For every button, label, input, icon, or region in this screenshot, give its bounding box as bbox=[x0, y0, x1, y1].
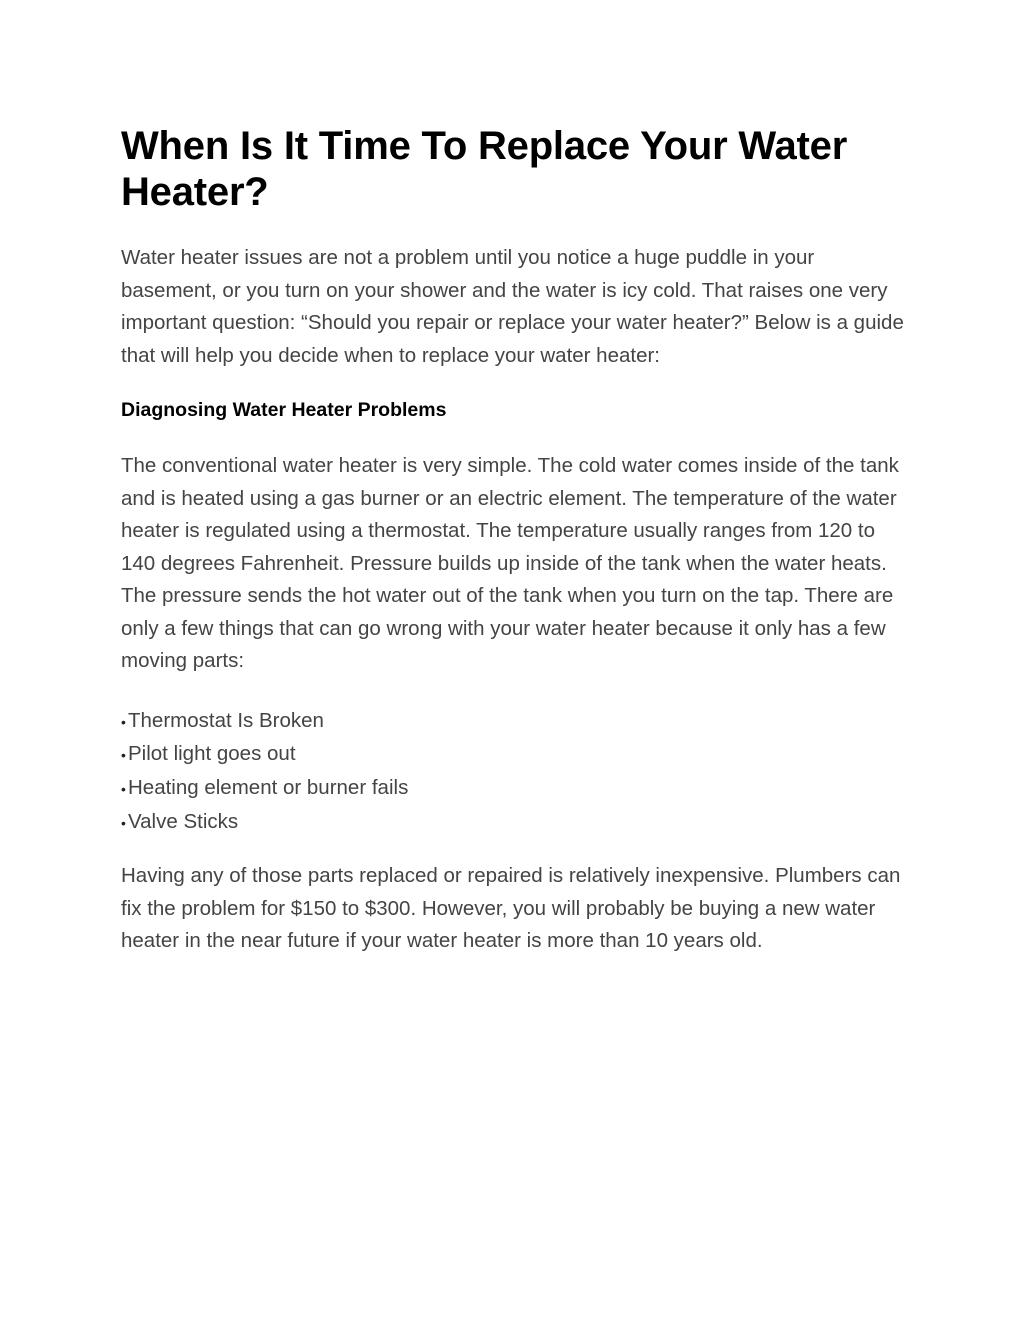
list-item-text: Valve Sticks bbox=[128, 809, 239, 833]
problems-list bbox=[121, 705, 911, 840]
closing-paragraph: Having any of those parts replaced or repaired is relatively inexpensive. Plumbers can fix the problem for $150 to $300. However, you will probably be buying a new water heater in the near future if your water heater is more than 10 years old. bbox=[121, 864, 901, 953]
list-item bbox=[121, 772, 911, 806]
list-item-text: Pilot light goes out bbox=[128, 742, 296, 766]
bullet-icon: • bbox=[121, 747, 126, 764]
list-item-text: Thermostat Is Broken bbox=[128, 708, 324, 732]
intro-paragraph: Water heater issues are not a problem until you notice a huge puddle in your basement, or you turn on your shower and the water is icy cold. That raises one very important question: “Should you repair or replace your water heater?” Below is a guide that will help you decide when to replace your water heater: bbox=[121, 246, 904, 367]
section-paragraph: The conventional water heater is very simple. The cold water comes inside of the tank and is heated using a gas burner or an electric element. The temperature of the water heater is regulated using a thermostat. The temperature usually ranges from 120 to 140 degrees Fahrenheit. Pressure builds up inside of the tank when the water heats. The pressure sends the hot water out of the tank when you turn on the tap. There are only a few things that can go wrong with your water heater because it only has a few moving parts: bbox=[121, 454, 899, 672]
section-heading: Diagnosing Water Heater Problems bbox=[121, 399, 447, 421]
bullet-icon: • bbox=[121, 780, 126, 797]
list-item bbox=[121, 705, 911, 739]
page-title: When Is It Time To Replace Your Water Heater? bbox=[121, 124, 848, 214]
list-item bbox=[121, 738, 911, 772]
list-item-text: Heating element or burner fails bbox=[128, 775, 409, 799]
list-item bbox=[121, 806, 911, 840]
article bbox=[121, 123, 911, 958]
bullet-icon: • bbox=[121, 814, 126, 831]
bullet-icon: • bbox=[121, 713, 126, 730]
